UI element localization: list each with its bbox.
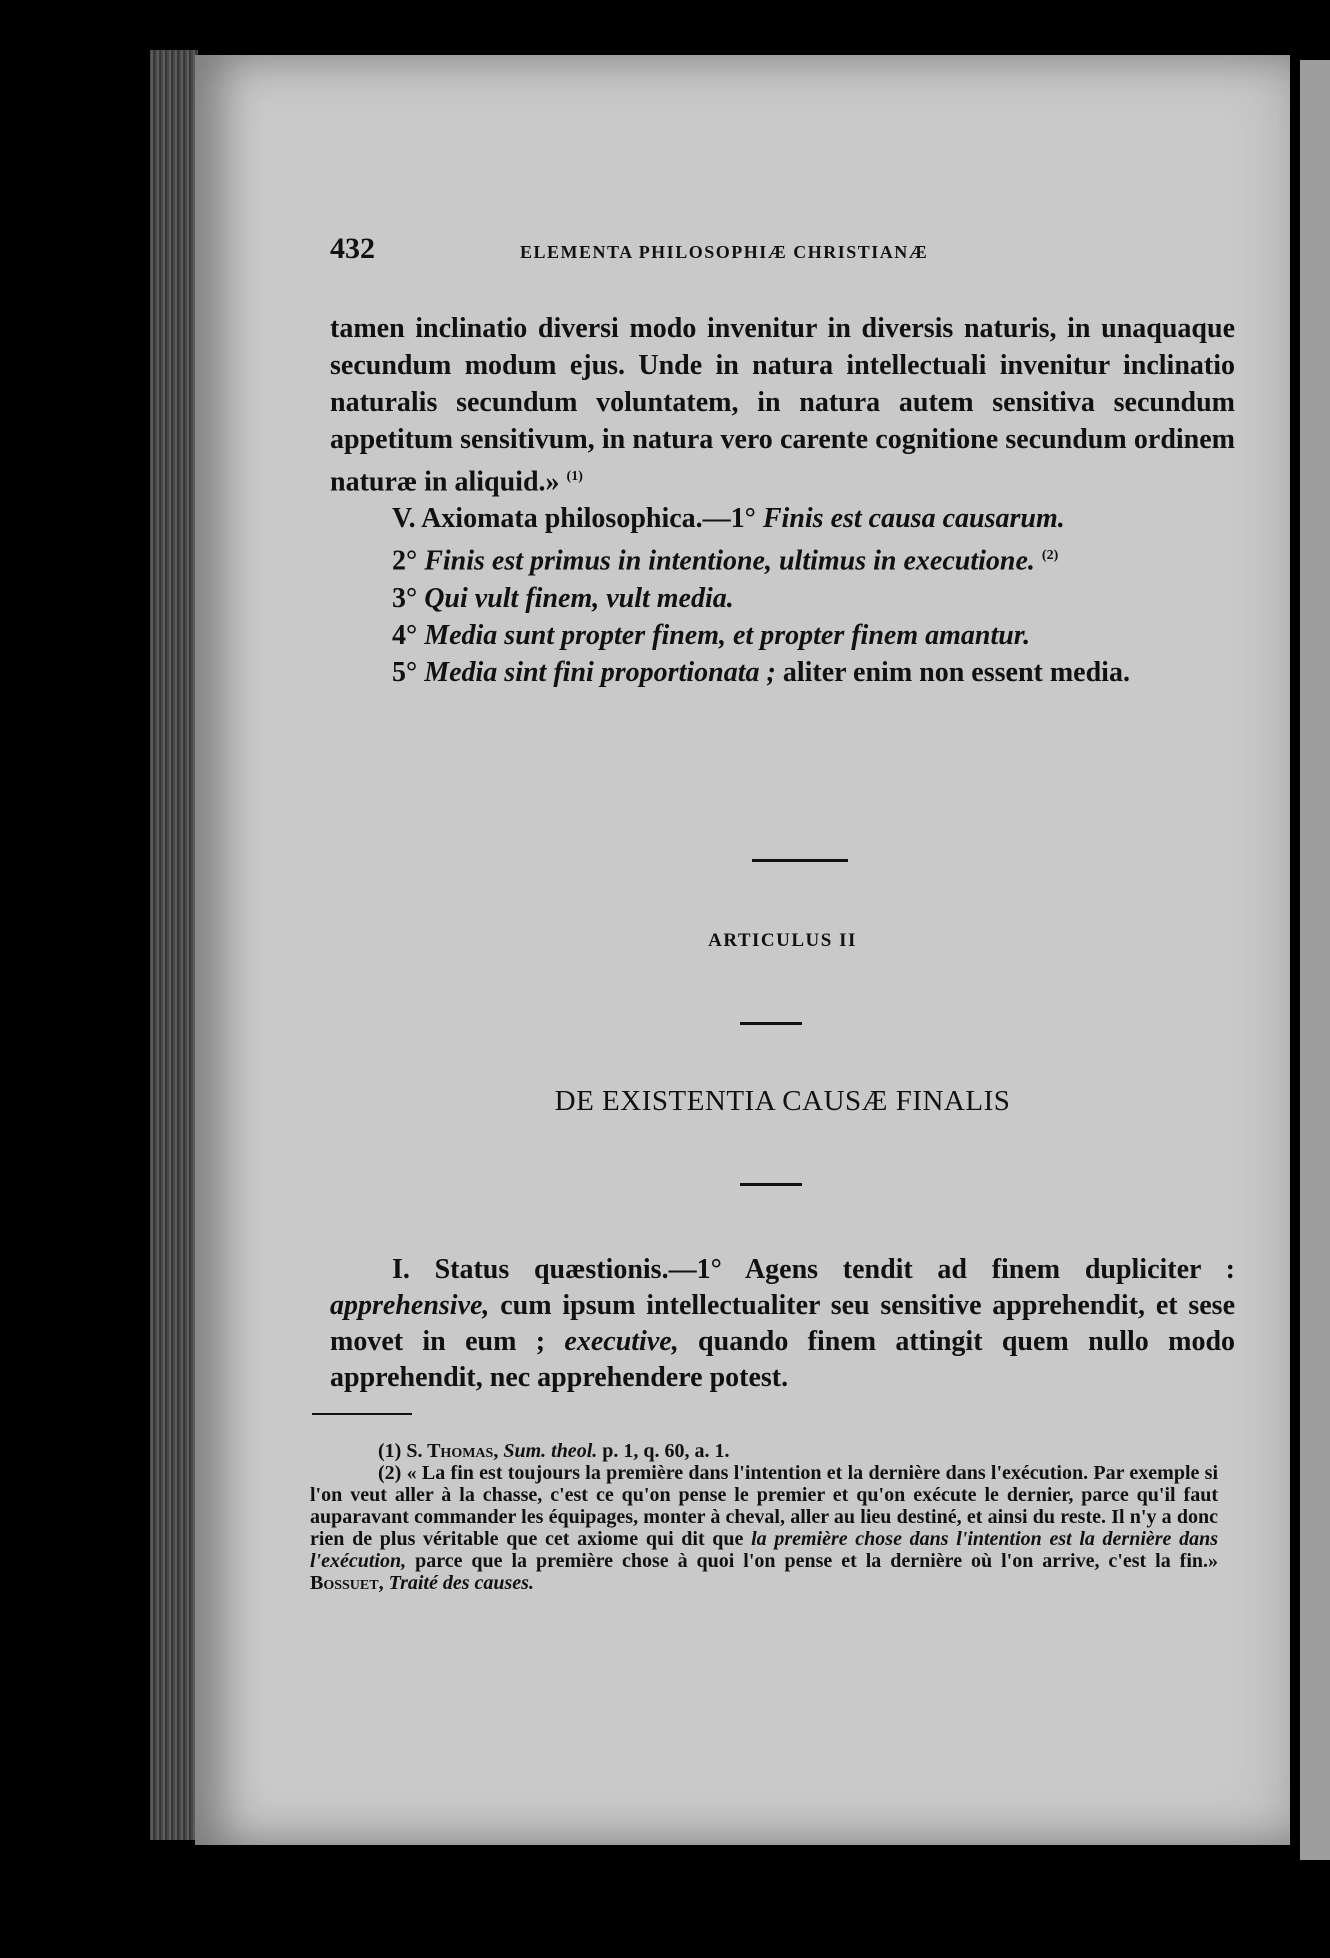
divider-rule bbox=[740, 1183, 802, 1186]
axiom-3-line: 3° Qui vult finem, vult media. bbox=[392, 582, 734, 614]
articulus-heading: ARTICULUS II bbox=[708, 930, 857, 951]
axiom-1: Finis est causa causarum. bbox=[762, 503, 1065, 535]
axiom-5-line: 5° Media sint fini proportionata ; aliter enim non essent media. bbox=[392, 656, 1130, 688]
status-heading: I. Status quæstionis. bbox=[392, 1254, 669, 1285]
footnote-ref-1: (1) bbox=[566, 469, 583, 484]
axiomata-heading-line: V. Axiomata philosophica.—1° Finis est causa causarum. bbox=[392, 503, 1065, 535]
axiom-4: Media sunt propter finem, et propter finem amantur. bbox=[424, 619, 1031, 651]
body-text-upper bbox=[330, 310, 1235, 691]
body-text-lower bbox=[330, 1252, 1235, 1396]
chapter-title: DE EXISTENTIA CAUSÆ FINALIS bbox=[554, 1085, 1011, 1117]
axiom-5: Media sint fini proportionata ; bbox=[424, 656, 776, 688]
divider-rule bbox=[740, 1022, 802, 1025]
facing-page-edge bbox=[1300, 60, 1330, 1860]
running-head: ELEMENTA PHILOSOPHIÆ CHRISTIANÆ bbox=[520, 242, 929, 262]
axiom-2-line: 2° Finis est primus in intentione, ultimus in executione. $^{(2)}$ bbox=[392, 545, 1059, 577]
footnotes bbox=[310, 1440, 1218, 1594]
footnote-2: (2) « La fin est toujours la première dans l'intention et la dernière dans l'exécution. Par exemple si l'on veut aller à la chasse, c'est ce qu'on pense le premier et qu'on exécute le dernier, parce qu'il faut auparavant commander les équipages, monter à cheval, aller au lieu destiné, et ainsi du reste. Il n'y a donc rien de plus véritable que cet axiome qui dit que la première chose dans l'intention est la dernière dans l'exécution, parce que la première chose à quoi l'on pense et la dernière où l'on arrive, c'est la fin.» Bossuet, Traité des causes. bbox=[310, 1462, 1219, 1594]
divider-rule bbox=[752, 859, 848, 862]
axiom-2: Finis est primus in intentione, ultimus in executione. bbox=[424, 545, 1035, 577]
book-spine-edge bbox=[150, 50, 198, 1840]
status-paragraph: I. Status quæstionis.—1° Agens tendit ad finem dupliciter : apprehensive, cum ipsum intellectualiter seu sensitive apprehendit, et sese movet in eum ; executive, quando finem attingit quem nullo modo apprehendit, nec apprehendere potest. bbox=[330, 1254, 1236, 1393]
footnote-ref-2: (2) bbox=[1041, 548, 1059, 564]
page-number: 432 bbox=[330, 232, 375, 265]
axiom-3: Qui vult finem, vult media. bbox=[424, 582, 734, 614]
footnote-separator bbox=[312, 1413, 412, 1415]
axiomata-heading: V. Axiomata philosophica. bbox=[392, 503, 703, 535]
footnote-1: (1) S. Thomas, Sum. theol. p. 1, q. 60, a. 1. bbox=[378, 1440, 730, 1462]
paragraph-top: tamen inclinatio diversi modo invenitur in diversis naturis, in unaquaque secundum modum ejus. Unde in natura intellectuali invenitur inclinatio naturalis secundum voluntatem, in natura autem sensitiva secundum appetitum sensitivum, in natura vero carente cognitione secundum ordinem naturæ in aliquid.» $^{(1)}$ bbox=[330, 313, 1235, 498]
axiom-4-line: 4° Media sunt propter finem, et propter finem amantur. bbox=[392, 619, 1031, 651]
page-header bbox=[330, 232, 1230, 272]
